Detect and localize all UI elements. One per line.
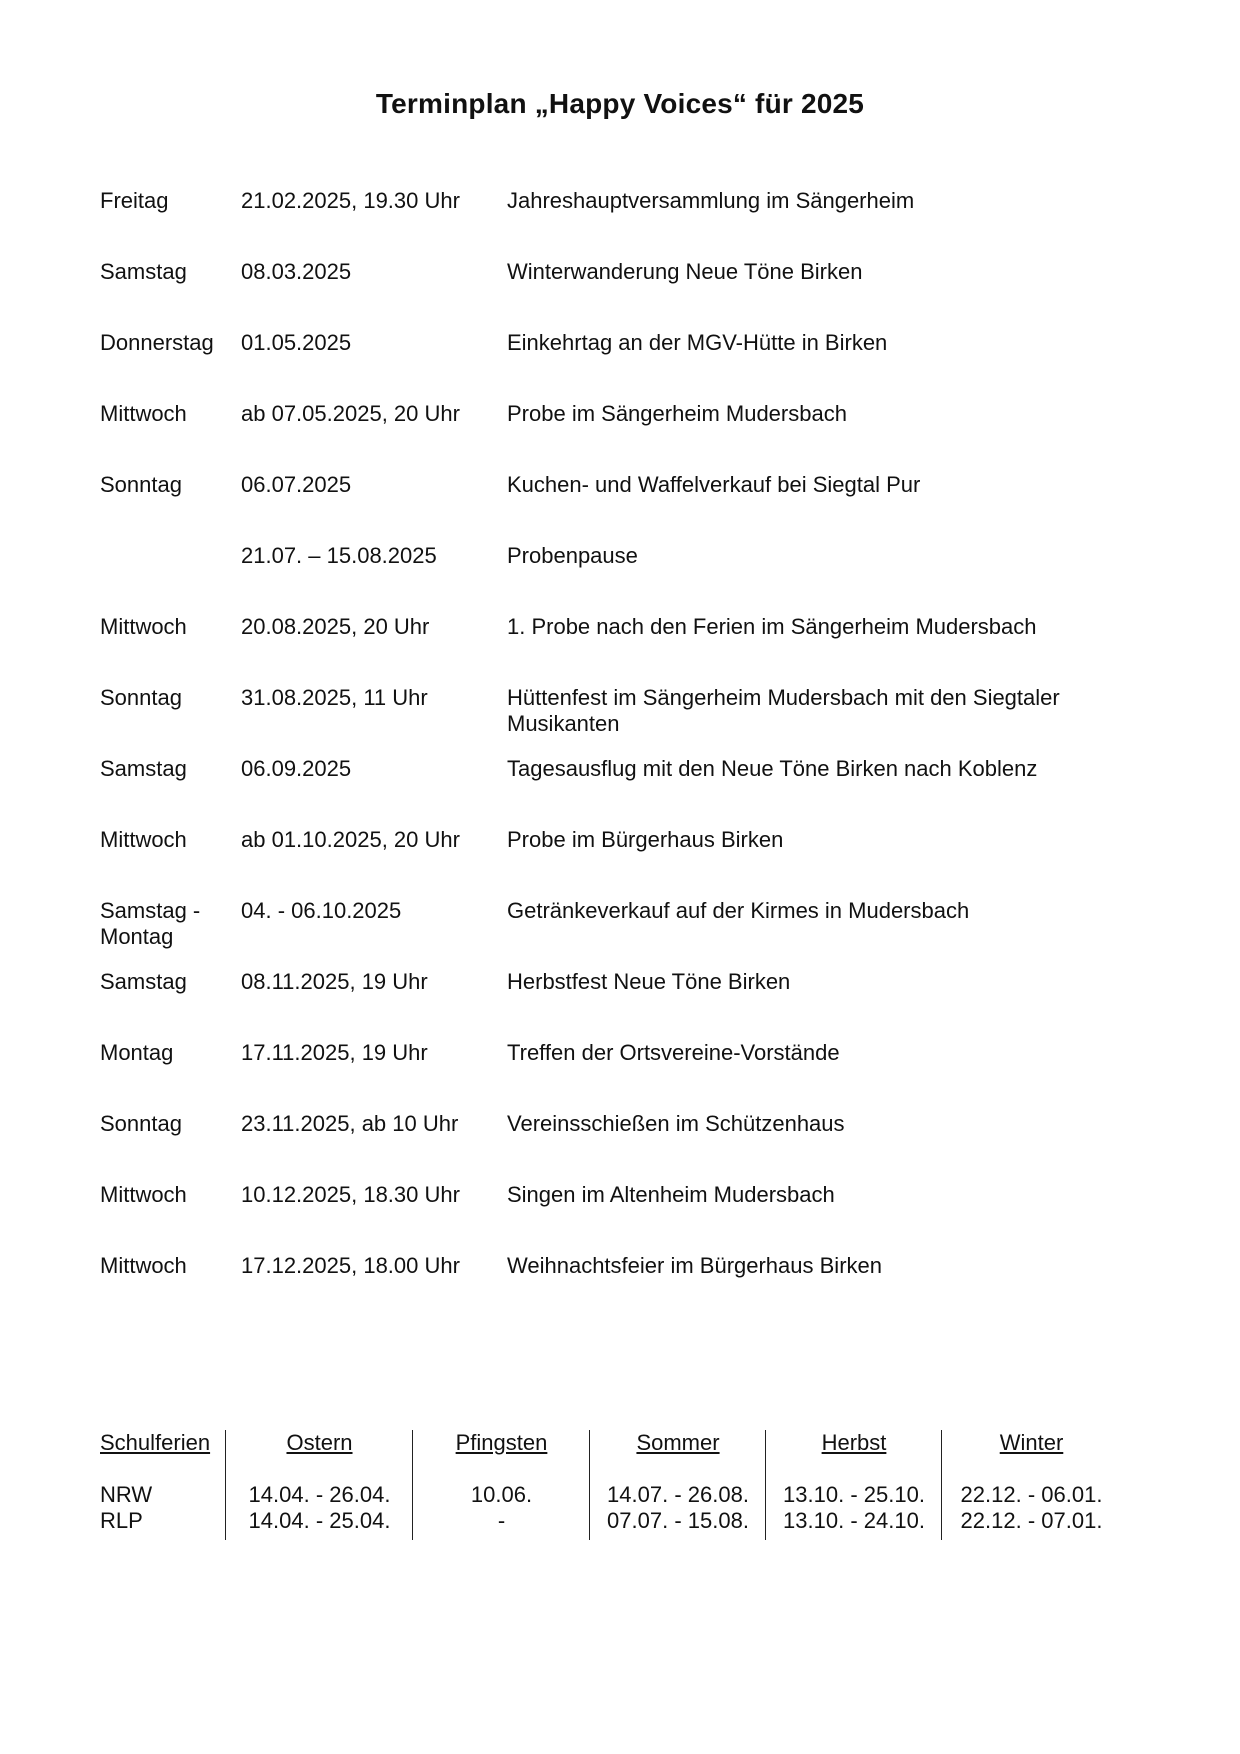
event-day: Mittwoch [100,1182,187,1207]
event-day: Sonntag [100,1111,182,1136]
event-day: Mittwoch [100,827,187,852]
event-row [100,614,1150,685]
event-row [100,1040,1150,1111]
holiday-value-nrw: 14.07. - 26.08. [607,1482,749,1507]
event-day: Samstag [100,969,187,994]
holiday-value-rlp: 22.12. - 07.01. [960,1508,1103,1533]
event-date: ab 07.05.2025, 20 Uhr [241,401,460,426]
event-row [100,685,1150,756]
event-row [100,1111,1150,1182]
event-description: Probe im Bürgerhaus Birken [507,827,784,852]
school-holidays-table [100,1430,1120,1540]
event-date: 21.02.2025, 19.30 Uhr [241,188,460,213]
event-row [100,188,1150,259]
event-day: Mittwoch [100,614,187,639]
event-description: Hüttenfest im Sängerheim Mudersbach mit den Siegtaler Musikanten [507,685,1060,736]
state-label-rlp: RLP [100,1508,143,1533]
event-day: Freitag [100,188,169,213]
holidays-heading: Schulferien [100,1430,211,1455]
event-day: Samstag - Montag [100,898,201,949]
holiday-value-rlp: 14.04. - 25.04. [248,1508,391,1533]
event-row [100,401,1150,472]
holiday-value-rlp: 13.10. - 24.10. [783,1508,925,1533]
holiday-value-nrw: 13.10. - 25.10. [783,1482,925,1507]
event-day: Montag [100,1040,174,1065]
event-description: Vereinsschießen im Schützenhaus [507,1111,845,1136]
event-row [100,969,1150,1040]
holiday-column-sommer [589,1430,766,1540]
event-description: Weihnachtsfeier im Bürgerhaus Birken [507,1253,882,1278]
event-date: ab 01.10.2025, 20 Uhr [241,827,460,852]
event-date: 06.09.2025 [241,756,352,781]
event-day: Mittwoch [100,1253,187,1278]
event-row [100,330,1150,401]
event-description: Singen im Altenheim Mudersbach [507,1182,835,1207]
event-day: Samstag [100,756,187,781]
event-day: Sonntag [100,472,182,497]
event-date: 08.03.2025 [241,259,352,284]
event-row [100,898,1150,969]
event-description: Winterwanderung Neue Töne Birken [507,259,863,284]
event-row [100,472,1150,543]
holiday-column-header: Sommer [636,1430,720,1455]
event-date: 23.11.2025, ab 10 Uhr [241,1111,459,1136]
holiday-column-header: Ostern [286,1430,353,1455]
event-row [100,259,1150,330]
event-row [100,1253,1150,1324]
event-description: Herbstfest Neue Töne Birken [507,969,791,994]
event-description: Treffen der Ortsvereine-Vorstände [507,1040,840,1065]
state-label-nrw: NRW [100,1482,153,1507]
event-day: Samstag [100,259,187,284]
event-schedule [100,188,1150,1324]
holiday-column-header: Herbst [821,1430,887,1455]
event-description: Getränkeverkauf auf der Kirmes in Mudersbach [507,898,970,923]
event-description: Jahreshauptversammlung im Sängerheim [507,188,915,213]
event-day: Sonntag [100,685,182,710]
event-date: 21.07. – 15.08.2025 [241,543,437,568]
event-description: Probenpause [507,543,638,568]
holiday-value-nrw: 10.06. [470,1482,533,1507]
event-row [100,1182,1150,1253]
event-date: 08.11.2025, 19 Uhr [241,969,428,994]
event-date: 17.11.2025, 19 Uhr [241,1040,428,1065]
event-date: 06.07.2025 [241,472,352,497]
event-row [100,756,1150,827]
holiday-column-ostern [225,1430,413,1540]
event-description: Tagesausflug mit den Neue Töne Birken nach Koblenz [507,756,1038,781]
event-description: 1. Probe nach den Ferien im Sängerheim Mudersbach [507,614,1037,639]
event-day: Mittwoch [100,401,187,426]
holiday-value-rlp: 07.07. - 15.08. [607,1508,749,1533]
event-date: 10.12.2025, 18.30 Uhr [241,1182,460,1207]
event-date: 01.05.2025 [241,330,352,355]
event-date: 20.08.2025, 20 Uhr [241,614,430,639]
event-date: 17.12.2025, 18.00 Uhr [241,1253,460,1278]
page-title: Terminplan „Happy Voices“ für 2025 [375,88,865,119]
event-date: 04. - 06.10.2025 [241,898,402,923]
event-row [100,543,1150,614]
event-date: 31.08.2025, 11 Uhr [241,685,428,710]
holiday-value-nrw: 22.12. - 06.01. [960,1482,1103,1507]
holiday-column-winter [941,1430,1121,1540]
holiday-column-header: Winter [999,1430,1064,1455]
holiday-value-nrw: 14.04. - 26.04. [248,1482,391,1507]
event-description: Probe im Sängerheim Mudersbach [507,401,847,426]
holidays-label-column [100,1430,225,1540]
event-row [100,827,1150,898]
holiday-column-header: Pfingsten [455,1430,548,1455]
event-description: Kuchen- und Waffelverkauf bei Siegtal Pur [507,472,921,497]
holiday-column-pfingsten [412,1430,590,1540]
holiday-column-herbst [765,1430,942,1540]
event-description: Einkehrtag an der MGV-Hütte in Birken [507,330,888,355]
holiday-value-rlp: - [497,1508,506,1533]
event-day: Donnerstag [100,330,214,355]
